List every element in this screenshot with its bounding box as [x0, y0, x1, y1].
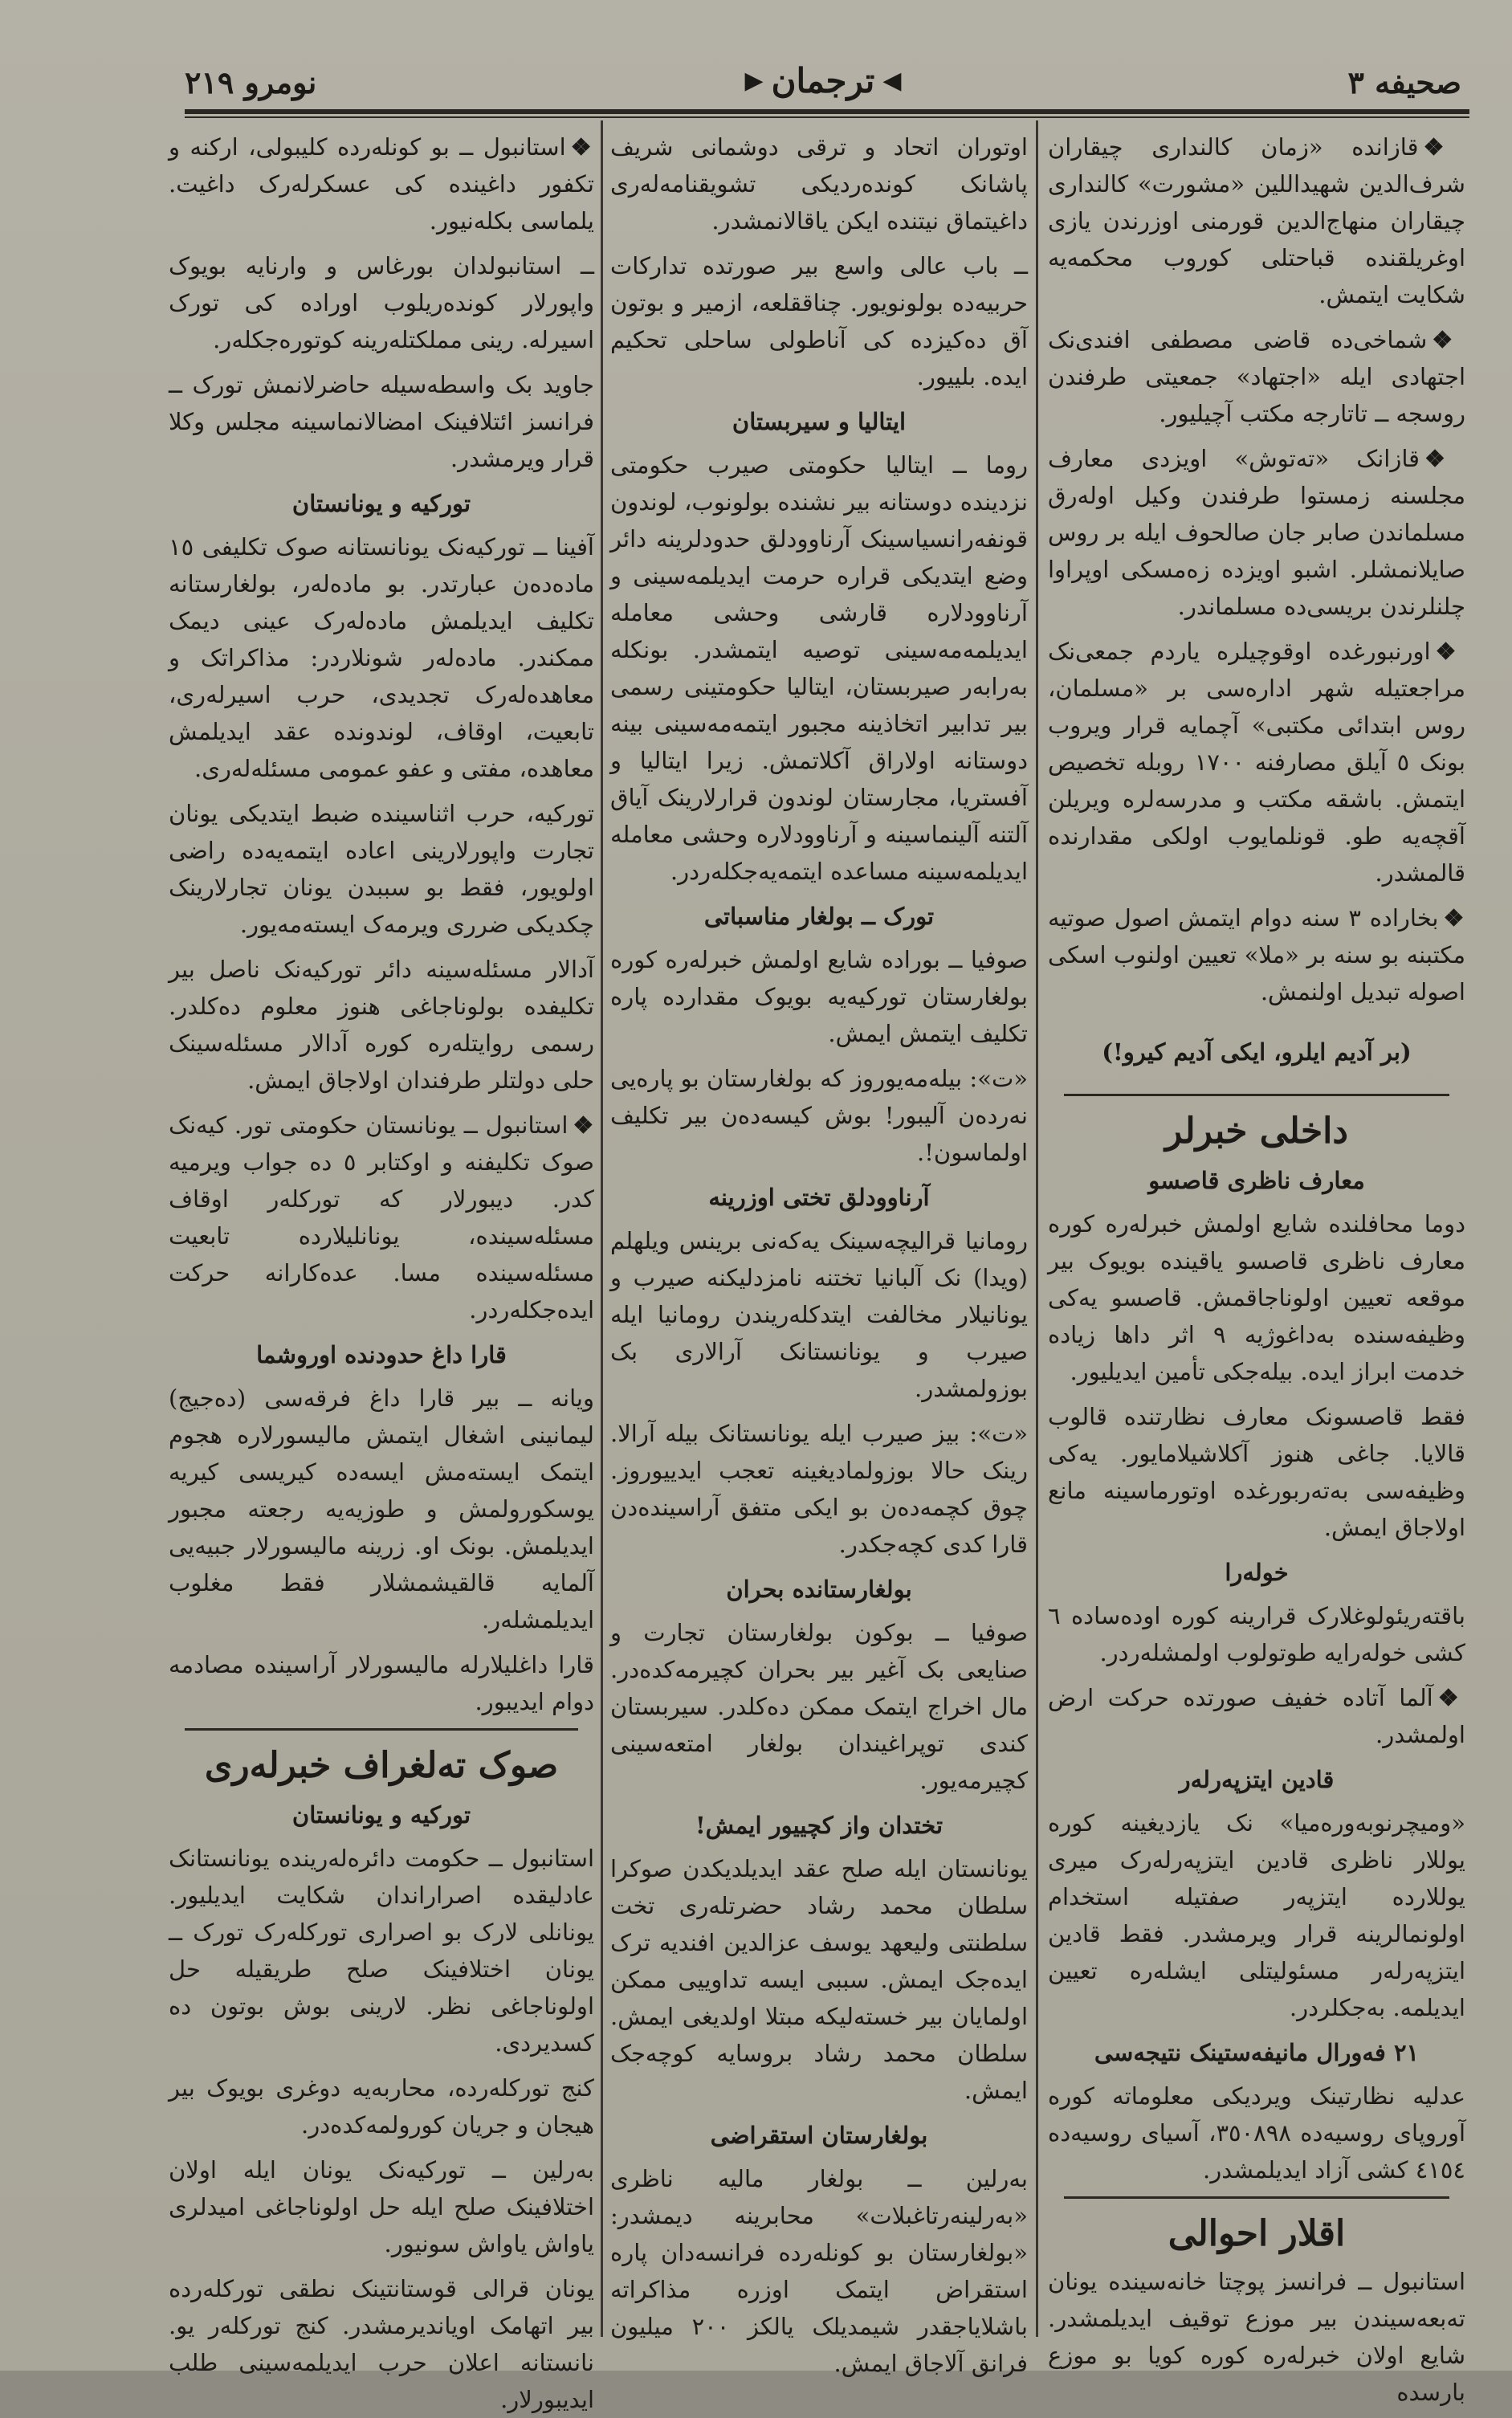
news-item: کنج تورکلەرده، محاربەیه دوغری بویوک بیر هیجان و جریان کورولمەکدەدر. [169, 2074, 594, 2139]
article-heading: بولغارستانده بحران [726, 1576, 912, 1603]
page-number: صحیفه ٣ [1347, 64, 1461, 100]
proverb: (بر آدیم ایلرو، ایکی آدیم کیرو!) [1102, 1038, 1412, 1066]
ornament-icon: ❖ [1432, 326, 1465, 353]
section-title: اقلار احوالی [1168, 2213, 1346, 2254]
article-heading: قادین ایتزپەرلەر [1179, 1766, 1335, 1793]
column-divider [1036, 120, 1038, 2337]
news-item: باقتەریئولوغلارک قرارینه کوره اودەساده ٦ کشی خولەرایه طوتولوب اولمشلەردر. [1048, 1602, 1465, 1666]
news-item: یونانستان ایله صلح عقد ایدیلدیکدن صوکرا سلطان محمد رشاد حضرتلەری تخت سلطنتی ولیعهد یوسف عزالدین افندیه ترک ایدەجک ایمش. سببی ایسه تداوییی ممکن اولمایان بیر خستەلیکه مبتلا اولدیغی ایمش. سلطان محمد رشاد بروسایه کوچەجک ایمش. [610, 1855, 1028, 2104]
article-heading: قارا داغ حدودنده اوروشما [256, 1341, 507, 1368]
column-right [1048, 128, 1466, 2406]
news-item: ــ باب عالی واسع بیر صورتده تدارکات حربیه‌ده بولونویور. چناققلعه، ازمیر و بوتون آق دەکیزده کی آناطولی ساحلی تحکیم ایدە. بلییور. [610, 252, 1028, 390]
news-item: صوفیا ــ بوکون بولغارستان تجارت و صنایعی بک آغیر بیر بحران کچیرمەکدەدر. مال اخراج ایتمک ممکن دەکلدر. سیربستان کندی توپراغیندان بولغار امتعەسینی کچیرمەیور. [610, 1619, 1028, 1794]
article-heading: خولەرا [1225, 1559, 1289, 1586]
news-item: ❖استانبول ــ یونانستان حکومتی تور. کیه‌نک صوک تکلیفنه و اوکتابر ٥ ده جواب ویرمیه کدر. دیبورلار که تورکلەر اوقاف مسئلەسینده، یونانلیلارده تابعیت مسئلەسینده مسا. عدەکارانه حرکت ایدەجکلەردر. [169, 1111, 594, 1323]
news-item: اوتوران اتحاد و ترقی دوشمانی شریف پاشانک کوندەردیکی تشویقنامەلەری داغیتماق نیتنده ایکن یاقالانمشدر. [610, 133, 1028, 234]
left-ornament-icon: ◀ [882, 67, 902, 95]
news-item: آفینا ــ تورکیه‌نک یونانستانه صوک تکلیفی ١٥ مادەدەن عبارتدر. بو مادەلەر، بولغارستانه تکلیف ایدیلمش مادەلەرک عینی دیمک ممکندر. مادەلەر شونلاردر: مذاکراتک و معاهدەلەرک تجدیدی، حرب اسیرلەری، تابعیت، اوقاف، لوندونده عقد ایدیلمش معاهده، مفتی و عفو عمومی مسئلەلەری. [169, 533, 594, 782]
news-item: بەرلین ــ بولغار مالیه ناظری «بەرلینەرتاغبلات» محابرینه دیمشدر: «بولغارستان بو کونلەرده فرانسەدان پاره استقراض ایتمک اوزره مذاکراته باشلایاجقدر شیمدیلک یالکز ٢٠٠ میلیون فرانق آلاجاق ایمش. [610, 2165, 1028, 2377]
news-item: جاوید بک واسطەسیله حاضرلانمش تورک ــ فرانسز ائتلافینک امضالانماسینه مجلس وکلا قرار ویرمشدر. [169, 371, 594, 472]
header-rule-thin [185, 116, 1469, 118]
ornament-icon: ❖ [570, 133, 594, 161]
news-item: روما ــ ایتالیا حکومتی صیرب حکومتی نزدینده دوستانه بیر نشنده بولونوب، لوندون قونفەرانسیاسینک آرناوودلق حدودلرینه دائر وضع ایتدیکی قراره حرمت ایدیلمەسینی و آرناوودلاره قارشی وحشی معامله ایدیلمەمەسینی توصیه ایتمشدر. بونکله بەرابەر صیربستان، ایتالیا حکومتینی رسمی بیر تدابیر اتخاذینه مجبور ایتمەمەسینی بینه دوستانه اولاراق آکلاتمش. زیرا ایتالیا و آفستریا، مجارستان لوندون قرارلارینک آیاق آلتنه آلینماسینه و آرناوودلاره وحشی معامله ایدیلمەسینه مساعده ایتمەیەجکلەردر. [610, 451, 1028, 885]
section-title: صوک تەلغراف خبرلەری [204, 1745, 559, 1786]
news-item: فقط قاصسونک معارف نظارتنده قالوب قالایا. جاغی هنوز آکلاشیلامایور. یەکی وظیفەسی بەتەربورغده اوتورماسینه مانع اولاجاق ایمش. [1048, 1403, 1465, 1541]
news-item: عدلیه نظارتینک ویردیکی معلوماته کوره آوروپای روسیه‌ده ٣٥٠٨٩٨، آسیای روسیه‌ده ٤١٥٤ کشی آزاد ایدیلمشدر. [1048, 2082, 1466, 2184]
right-ornament-icon: ▶ [744, 67, 764, 95]
news-item: استانبول ــ حکومت دائرەلەرینده یونانستانک عادلیقده اصراراندان شکایت ایدیلیور. یونانلی لارک بو اصراری تورکلەرک تورک ــ یونان اختلافینک صلح طریقیله حل اولوناجاغی نظر. لارینی بوش بوتون دە کسدیردی. [169, 1845, 594, 2057]
news-item: قارا داغلیلارله مالیسورلار آراسینده مصادمه دوام ایدیبور. [169, 1651, 594, 1715]
news-item: ❖آلما آتاده خفیف صورتده حرکت ارض اولمشدر. [1048, 1684, 1465, 1748]
ornament-icon: ❖ [1423, 133, 1465, 161]
news-item: ❖اورنبورغده اوقوچیلره یاردم جمعی‌نک مراجعتیله شهر ادارەسی بر «مسلمان، روس ابتدائی مکتبی» آچمایه قرار ویروب بونک ٥ آیلق مصارفنه ١٧٠٠ روبله تخصیص ایتمش. باشقه مکتب و مدرسەلره ویریلن آقچەیه طو. قونلمایوب اولکی مقدارنده قالمشدر. [1048, 638, 1466, 887]
header-rule [185, 109, 1469, 114]
news-item: ❖قازانک «تەتوش» اویزدی معارف مجلسنه زمستوا طرفندن وکیل اولەرق مسلماندن صابر جان صالحوف ایله بر روس صایلانمشلر. اشبو اویزده زەمسکی اوپراوا چلنلرندن بریسی‌ده مسلماندر. [1048, 445, 1465, 620]
article-heading: بولغارستان استقراضی [710, 2122, 928, 2149]
article-heading: تورکیه و یونانستان [291, 490, 471, 517]
title-text: ترجمان [771, 61, 875, 100]
masthead [185, 56, 1461, 104]
news-item: استانبول ــ فرانسز پوچتا خانەسینده یونان تەبعەسیندن بیر موزع توقیف ایدیلمشدر. شایع اولان خبرلەره کوره کویا بو موزع بارسده [1048, 2268, 1465, 2406]
ornament-icon: ❖ [1424, 445, 1465, 472]
news-item: ــ استانبولدان بورغاس و وارنایه بویوک واپورلار کوندەریلوب اوراده کی تورک اسیرلە. رینی مملکتلەرینه کوتورەجکلەر. [169, 252, 594, 353]
news-item: ❖شماخی‌ده قاضی مصطفی افندی‌نک اجتهادی ایله «اجتهاد» جمعیتی طرفندن روسجه ــ تاتارجه مکتب آچیلیور. [1048, 326, 1465, 427]
ornament-icon: ❖ [573, 1111, 594, 1139]
section-title: داخلی خبرلر [1164, 1111, 1348, 1152]
news-item: ❖قازانده «زمان کالنداری چیقاران شرف‌الدین شهیداللین «مشورت» کالنداری چیقاران منهاج‌الدین قورمنی اوزرندن یازی اوغریلقنده قباحتلی کوروب محکمه‌یه شکایت ایتمش. [1048, 133, 1465, 308]
divider [1064, 2196, 1449, 2199]
editor-note: «ت»: بیلەمەیوروز که بولغارستان بو پارەیی نەردەن آلیبور! بوش کیسەدەن بیر تکلیف اولماسون!. [610, 1065, 1028, 1166]
news-item: یونان قرالی قوستانتینک نطقی تورکلەرده بیر اتهامک اویاندیرمشدر. کنج تورکلەر یو. نانستانه اعلان حرب ایدیلمەسینی طلب ایدیبورلار. [169, 2275, 594, 2413]
article-heading: تختدان واز کچییور ایمش! [695, 1812, 943, 1839]
issue-number: نومرو ٢١٩ [185, 64, 317, 100]
article-heading: معارف ناظری قاصسو [1148, 1167, 1365, 1194]
article-heading: ٢١ فەورال مانیفەستینک نتیجەسی [1094, 2039, 1420, 2066]
divider [1064, 1094, 1449, 1096]
news-item: ویانه ــ بیر قارا داغ فرقەسی (دەجیج) لیمانینی اشغال ایتمش مالیسورلاره هجوم ایتمک ایستەمش ایسەده کیریسی کیریه یوسکورولمش و طوزیه‌یه رجعته مجبور ایدیلمش. بونک او. زرینه مالیسورلار جبیەیی آلمایه قالقیشمشلار فقط مغلوب ایدیلمشلەر. [169, 1384, 594, 1633]
article-heading: تورک ــ بولغار مناسباتی [703, 903, 935, 930]
article-heading: تورکیه و یونانستان [291, 1801, 471, 1829]
news-item: آدالار مسئلەسینه دائر تورکیه‌نک ناصل بیر تکلیفده بولوناجاغی هنوز معلوم دەکلدر. رسمی روایتلەره کوره آدالار مسئلەسینک حلی دولتلر طرفندان اولاجاق ایمش. [169, 956, 594, 1094]
column-middle [610, 128, 1028, 2377]
news-item: «ومیچرنوبەورەمیا» نک یازدیغینه کوره یوللار ناظری قادین ایتزپەرلەرک میری یوللارده ایتزپەر صفتیله استخدام اولونمالرینه قرار ویرمشدر. فقط قادین ایتزپەرلەر مسئولیتلی ایشلەره تعیین ایدیلمە. بەجکلردر. [1048, 1809, 1465, 2021]
ornament-icon: ❖ [1435, 638, 1466, 665]
news-item: صوفیا ــ بوراده شایع اولمش خبرلەره کوره بولغارستان تورکیه‌یه بویوک مقدارده پاره تکلیف ایتمش ایمش. [610, 946, 1028, 1047]
divider [185, 1728, 578, 1731]
column-left [169, 128, 594, 2413]
article-heading: ایتالیا و سیربستان [732, 408, 907, 435]
news-item: رومانیا قرالیچەسینک یەکەنی برینس ویلهلم (ویدا) نک آلبانیا تختنه نامزدلیکنه صیرب و یونانیلار مخالفت ایتدکلەریندن رومانیا ایله صیرب و یونانستانک آرالاری بک بوزولمشدر. [610, 1227, 1028, 1402]
ornament-icon: ❖ [1437, 1684, 1465, 1711]
newspaper-title [745, 61, 902, 100]
column-divider [601, 120, 603, 2337]
article-heading: آرناوودلق تختی اوزرینه [708, 1184, 930, 1211]
editor-note: «ت»: بیز صیرب ایله یونانستانک بیله آرالا. رینک حالا بوزولمادیغینه تعجب ایدییوروز. چوق کچمەدەن بو ایکی متفق آراسیندەدن قارا کدی کچەجکدر. [610, 1420, 1028, 1558]
news-item: دوما محافلنده شایع اولمش خبرلەرە کوره معارف ناظری قاصسو یاقینده بویوک بیر موقعه تعیین اولوناجاقمش. قاصسو یەکی وظیفەسنده بەداغوژیه ۹ اثر داها زیاده خدمت ابراز ایدە. بیلەجکی تأمین ایدیلیور. [1048, 1210, 1466, 1385]
news-item: تورکیه، حرب اثناسینده ضبط ایتدیکی یونان تجارت واپورلارینی اعاده ایتمەیەده راضی اولویور، فقط بو سببدن یونان تجارلارینک چکدیکی ضرری ویرمەک ایستەمەیور. [169, 800, 594, 938]
news-item: ❖استانبول ــ بو کونلەرده کلیبولی، ارکنه و تکفور داغینده کی عسکرلەرک داغیت. یلماسی بکلەنیور. [169, 133, 594, 234]
news-item: بەرلین ــ تورکیه‌نک یونان ایله اولان اختلافینک صلح ایله حل اولوناجاغی امیدلری یاواش یاواش سونیور. [169, 2156, 594, 2257]
news-item: ❖بخاراده ٣ سنه دوام ایتمش اصول صوتیه مکتبنه بو سنه بر «ملا» تعیین اولنوب اسکی اصوله تبدیل اولنمش. [1048, 904, 1466, 1005]
ornament-icon: ❖ [1443, 904, 1466, 932]
